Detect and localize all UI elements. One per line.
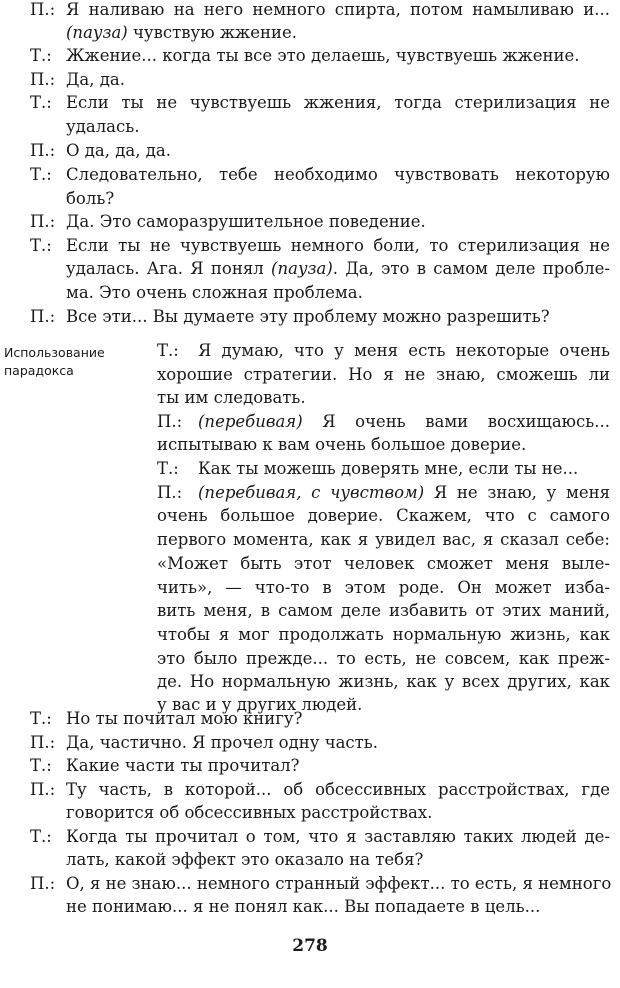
text-run: удалась. Ага. Я понял (66, 259, 272, 278)
margin-note-line: Использование (4, 345, 105, 360)
text-run: у вас и у других людей. (157, 695, 363, 714)
margin-note-line: парадокса (4, 363, 74, 378)
text-line (157, 674, 610, 691)
text-line (157, 697, 362, 714)
text-run: Я думаю, что у меня есть некоторые очень (198, 341, 610, 360)
speaker-label: Т.: (30, 165, 52, 184)
text-line (66, 143, 171, 160)
text-run: ты им следовать. (157, 388, 306, 407)
italic-remark: (перебивая, с чувством) (198, 483, 425, 502)
text-run: Следовательно, тебе необходимо чувствовать некоторую (66, 165, 610, 184)
speaker-label: П.: (30, 141, 56, 160)
text-run: ма. Это очень сложная проблема. (66, 283, 363, 302)
text-run: хорошие стратегии. Но я не знаю, сможешь ли (157, 365, 610, 384)
text-line (66, 238, 610, 255)
text-run: первого момента, как я увидел вас, я сказал себе: (157, 530, 610, 549)
speaker-label: Т.: (30, 756, 52, 775)
text-run: Когда ты прочитал о том, что я заставляю таких людей де- (66, 827, 610, 846)
speaker-label: П.: (157, 483, 183, 502)
text-line (157, 580, 610, 597)
text-run: . Да, это в самом деле пробле- (332, 259, 610, 278)
text-line (66, 48, 580, 65)
speaker-label: Т.: (30, 93, 52, 112)
text-run: Да, да. (66, 70, 125, 89)
text-line (66, 25, 297, 42)
text-line (66, 852, 423, 869)
speaker-label: П.: (157, 412, 183, 431)
speaker-label: П.: (30, 780, 56, 799)
page-number: 278 (292, 936, 328, 956)
speaker-label: П.: (30, 307, 56, 326)
text-line (157, 556, 610, 573)
speaker-label: П.: (30, 874, 56, 893)
speaker-label: П.: (30, 70, 56, 89)
text-line (66, 119, 140, 136)
text-line (66, 2, 610, 19)
text-line (66, 167, 610, 184)
text-line (66, 214, 426, 231)
text-run: это было прежде... то есть, не совсем, как преж- (157, 649, 610, 668)
text-run: не понимаю... я не понял как... Вы попадаете в цель... (66, 897, 541, 916)
text-line (66, 261, 610, 278)
text-run: Если ты не чувствуешь жжения, тогда стерилизация не (66, 93, 610, 112)
text-line (157, 367, 610, 384)
text-run: Ту часть, в которой... об обсессивных расстройствах, где (66, 780, 610, 799)
speaker-label: Т.: (157, 459, 179, 478)
text-run: Если ты не чувствуешь немного боли, то стерилизация не (66, 236, 610, 255)
text-line (157, 603, 610, 620)
text-line (157, 532, 610, 549)
text-run: Да. Это саморазрушительное поведение. (66, 212, 426, 231)
text-line (66, 899, 540, 916)
text-run: чить», — что-то в этом роде. Он может изба- (157, 578, 610, 597)
text-run: Какие части ты прочитал? (66, 756, 300, 775)
text-line (66, 758, 299, 775)
speaker-label: П.: (30, 733, 56, 752)
text-line (157, 390, 306, 407)
text-run: Я очень вами восхищаюсь... (302, 412, 610, 431)
text-line (198, 343, 610, 360)
text-line (66, 309, 550, 326)
text-line (66, 95, 610, 112)
text-run: де. Но нормальную жизнь, как у всех других, как (157, 672, 610, 691)
text-line (198, 461, 578, 478)
text-line (66, 805, 432, 822)
italic-remark: (пауза) (271, 259, 333, 278)
text-run: О да, да, да. (66, 141, 171, 160)
text-run: Все эти... Вы думаете эту проблему можно разрешить? (66, 307, 550, 326)
text-line (157, 627, 610, 644)
text-run: «Может быть этот человек сможет меня выле- (157, 554, 610, 573)
text-run: О, я не знаю... немного странный эффект... то есть, я немного (66, 874, 612, 893)
text-line (66, 782, 610, 799)
text-run: вить меня, в самом деле избавить от этих маний, (157, 601, 610, 620)
text-run: удалась. (66, 117, 140, 136)
text-line (66, 191, 114, 208)
text-run: боль? (66, 189, 115, 208)
italic-remark: (перебивая) (198, 412, 303, 431)
text-line (66, 72, 125, 89)
italic-remark: (пауза) (66, 23, 128, 42)
text-line (66, 876, 610, 893)
text-line (157, 651, 610, 668)
text-run: Я не знаю, у меня (424, 483, 610, 502)
text-line (198, 414, 610, 431)
text-line (198, 485, 610, 502)
speaker-label: Т.: (30, 46, 52, 65)
text-run: Я наливаю на него немного спирта, потом намыливаю и... (66, 0, 610, 19)
text-run: Как ты можешь доверять мне, если ты не... (198, 459, 579, 478)
speaker-label: Т.: (30, 709, 52, 728)
text-run: чтобы я мог продолжать нормальную жизнь, как (157, 625, 610, 644)
text-run: говорится об обсессивных расстройствах. (66, 803, 433, 822)
speaker-label: Т.: (157, 341, 179, 360)
text-run: чувствую жжение. (127, 23, 298, 42)
text-line (157, 437, 526, 454)
text-run: очень большое доверие. Скажем, что с самого (157, 506, 610, 525)
text-run: испытываю к вам очень большое доверие. (157, 435, 527, 454)
text-run: Но ты почитал мою книгу? (66, 709, 303, 728)
text-line (66, 285, 363, 302)
text-run: Жжение... когда ты все это делаешь, чувствуешь жжение. (66, 46, 580, 65)
text-run: лать, какой эффект это оказало на тебя? (66, 850, 424, 869)
text-line (157, 508, 610, 525)
speaker-label: П.: (30, 0, 56, 19)
text-run: Да, частично. Я прочел одну часть. (66, 733, 379, 752)
text-line (66, 829, 610, 846)
text-line (66, 735, 378, 752)
speaker-label: П.: (30, 212, 56, 231)
speaker-label: Т.: (30, 236, 52, 255)
speaker-label: Т.: (30, 827, 52, 846)
